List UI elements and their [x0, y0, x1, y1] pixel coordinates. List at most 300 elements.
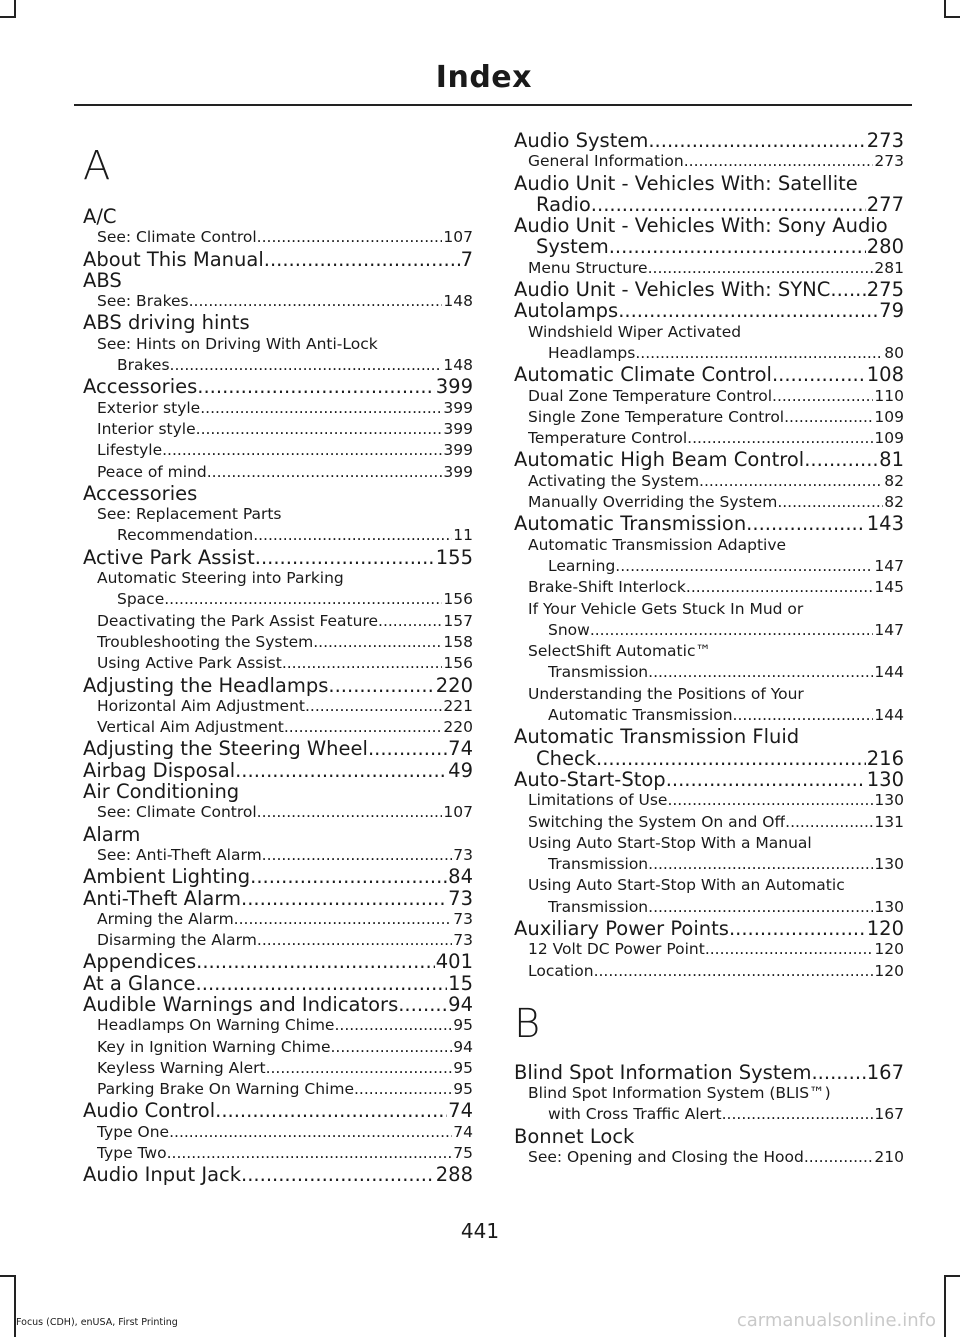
- index-page-ref[interactable]: 399: [435, 375, 473, 399]
- leader-dots: [235, 760, 447, 781]
- index-subentry[interactable]: [514, 1104, 904, 1125]
- index-entry-label: Type One: [97, 1122, 170, 1141]
- index-entry[interactable]: [514, 449, 904, 470]
- index-entry-label: Keyless Warning Alert: [97, 1058, 266, 1077]
- index-subentry: Using Auto Start-Stop With an Automatic: [528, 876, 845, 895]
- index-page-ref[interactable]: 120: [866, 916, 904, 940]
- index-subentry[interactable]: [514, 407, 904, 428]
- index-entry[interactable]: [83, 249, 473, 270]
- leader-dots: [257, 802, 443, 823]
- index-entry[interactable]: [83, 547, 473, 568]
- index-subentry: SelectShift Automatic™: [528, 642, 711, 661]
- index-page-ref[interactable]: 273: [874, 152, 904, 171]
- index-page-ref[interactable]: 74: [448, 737, 473, 761]
- index-page-ref[interactable]: 73: [448, 886, 473, 910]
- leader-dots: [648, 662, 873, 683]
- leader-dots: [666, 769, 866, 790]
- index-entry-label: Automatic Transmission: [548, 706, 733, 725]
- index-subentry[interactable]: [514, 897, 904, 918]
- edition-note: Focus (CDH), enUSA, First Printing: [16, 1317, 178, 1328]
- leader-dots: [686, 577, 874, 598]
- index-subentry[interactable]: [83, 696, 473, 717]
- index-heading: ABS driving hints: [83, 311, 250, 335]
- leader-dots: [705, 939, 874, 960]
- index-subentry[interactable]: [83, 653, 473, 674]
- leader-dots: [264, 249, 460, 270]
- index-subentry: Automatic Steering into Parking: [97, 569, 344, 588]
- index-entry-label: Type Two: [97, 1144, 167, 1163]
- index-subentry: Blind Spot Information System (BLIS™): [528, 1084, 831, 1103]
- index-column-left: [83, 130, 473, 1186]
- leader-dots: [772, 364, 866, 385]
- index-entry-label: Recommendation: [117, 526, 254, 545]
- index-entry-label: Arming the Alarm: [97, 909, 234, 928]
- leader-dots: [635, 343, 883, 364]
- index-subentry[interactable]: [83, 227, 473, 248]
- index-heading: Automatic Transmission Fluid: [514, 725, 800, 749]
- index-entry[interactable]: [514, 918, 904, 939]
- index-subentry[interactable]: [83, 291, 473, 312]
- index-entry-label: See: Brakes: [97, 292, 189, 311]
- index-entry-label: Location: [528, 961, 594, 980]
- leader-dots: [234, 909, 453, 930]
- index-page-ref[interactable]: 277: [866, 192, 904, 216]
- index-subentry[interactable]: [514, 812, 904, 833]
- index-subentry[interactable]: [514, 705, 904, 726]
- leader-dots: [328, 675, 434, 696]
- index-page-ref[interactable]: 75: [453, 1144, 473, 1163]
- index-page-ref[interactable]: 95: [453, 1016, 473, 1035]
- index-subentry[interactable]: [83, 525, 473, 546]
- leader-dots: [200, 398, 442, 419]
- index-entry-label: 12 Volt DC Power Point: [528, 940, 705, 959]
- index-entry[interactable]: [83, 675, 473, 696]
- index-page-ref[interactable]: 156: [443, 590, 473, 609]
- index-subentry[interactable]: [83, 802, 473, 823]
- index-page-ref[interactable]: 81: [879, 448, 904, 472]
- index-entry-label: Accessories: [83, 376, 198, 398]
- leader-dots: [699, 471, 883, 492]
- index-entry-label: Troubleshooting the System: [97, 632, 314, 651]
- index-page-ref[interactable]: 84: [448, 865, 473, 889]
- leader-dots: [618, 300, 878, 321]
- index-entry-label: Audible Warnings and Indicators: [83, 993, 399, 1016]
- leader-dots: [241, 888, 447, 909]
- leader-dots: [282, 653, 443, 674]
- index-subentry[interactable]: [83, 589, 473, 610]
- index-page-ref[interactable]: 147: [874, 620, 904, 639]
- index-page-ref[interactable]: 80: [884, 343, 904, 362]
- page-title: Index: [435, 60, 532, 95]
- index-subentry[interactable]: [514, 961, 904, 982]
- leader-dots: [729, 918, 866, 939]
- leader-dots: [615, 556, 873, 577]
- leader-dots: [250, 866, 447, 887]
- index-entry-label: Peace of mind: [97, 462, 207, 481]
- leader-dots: [648, 258, 874, 279]
- index-subentry[interactable]: [83, 930, 473, 951]
- index-subentry[interactable]: [83, 419, 473, 440]
- index-heading: Alarm: [83, 822, 141, 846]
- index-entry-label: Activating the System: [528, 471, 700, 490]
- index-page-ref[interactable]: 156: [443, 654, 473, 673]
- index-page-ref[interactable]: 280: [866, 235, 904, 259]
- leader-dots: [196, 973, 448, 994]
- index-subentry: See: Replacement Parts: [97, 505, 282, 524]
- index-entry-label: System: [536, 236, 609, 258]
- index-entry-label: Audio Unit - Vehicles With: SYNC: [514, 279, 831, 301]
- index-page-ref[interactable]: 130: [874, 855, 904, 874]
- header-divider: [74, 104, 912, 106]
- index-entry-label: Horizontal Aim Adjustment: [97, 696, 305, 715]
- crop-mark: [0, 16, 16, 18]
- index-page-ref[interactable]: 147: [874, 556, 904, 575]
- index-page-ref[interactable]: 210: [874, 1148, 904, 1167]
- index-subentry: Using Auto Start-Stop With a Manual: [528, 833, 812, 852]
- leader-dots: [398, 994, 447, 1015]
- index-subentry[interactable]: [514, 386, 904, 407]
- index-entry[interactable]: [514, 748, 904, 769]
- index-subentry[interactable]: [83, 462, 473, 483]
- leader-dots: [215, 1100, 447, 1121]
- index-entry-label: Audio Control: [83, 1100, 216, 1122]
- index-page-ref[interactable]: 130: [866, 767, 904, 791]
- index-entry-label: About This Manual: [83, 248, 264, 270]
- index-page-ref[interactable]: 399: [443, 462, 473, 481]
- index-page-ref[interactable]: 144: [874, 706, 904, 725]
- index-page-ref[interactable]: 107: [443, 803, 473, 822]
- leader-dots: [241, 1164, 435, 1185]
- index-entry[interactable]: [514, 236, 904, 257]
- index-page-ref[interactable]: 167: [874, 1105, 904, 1124]
- leader-dots: [667, 790, 873, 811]
- index-page-ref[interactable]: 94: [453, 1037, 473, 1056]
- leader-dots: [777, 492, 883, 513]
- index-page-ref[interactable]: 11: [453, 526, 473, 545]
- index-page-ref[interactable]: 399: [443, 419, 473, 438]
- index-subentry[interactable]: [514, 854, 904, 875]
- leader-dots: [811, 1062, 865, 1083]
- index-page-ref[interactable]: 216: [866, 746, 904, 770]
- leader-dots: [257, 930, 452, 951]
- index-entry-label: Learning: [548, 556, 616, 575]
- index-page-ref[interactable]: 145: [874, 578, 904, 597]
- index-page-ref[interactable]: 148: [443, 292, 473, 311]
- index-page-ref[interactable]: 143: [866, 512, 904, 536]
- index-page-ref[interactable]: 144: [874, 663, 904, 682]
- leader-dots: [313, 632, 442, 653]
- index-page-ref[interactable]: 130: [874, 897, 904, 916]
- index-heading: Bonnet Lock: [514, 1124, 635, 1148]
- index-entry-label: At a Glance: [83, 972, 196, 994]
- index-subentry: Automatic Transmission Adaptive: [528, 535, 787, 554]
- index-subentry[interactable]: [514, 577, 904, 598]
- index-subentry[interactable]: [83, 611, 473, 632]
- index-subentry[interactable]: [83, 717, 473, 738]
- index-subentry[interactable]: [83, 632, 473, 653]
- index-page-ref[interactable]: 94: [448, 992, 473, 1016]
- index-page-ref[interactable]: 74: [453, 1122, 473, 1141]
- index-entry-label: Menu Structure: [528, 258, 648, 277]
- leader-dots: [722, 1104, 874, 1125]
- leader-dots: [746, 513, 866, 534]
- index-page-ref[interactable]: 110: [874, 386, 904, 405]
- index-subentry[interactable]: [83, 1079, 473, 1100]
- index-page-ref[interactable]: 148: [443, 356, 473, 375]
- index-page-ref[interactable]: 155: [435, 545, 473, 569]
- index-page-ref[interactable]: 95: [453, 1058, 473, 1077]
- index-entry[interactable]: [514, 279, 904, 300]
- index-page-ref[interactable]: 108: [866, 363, 904, 387]
- index-entry-label: Single Zone Temperature Control: [528, 407, 785, 426]
- index-heading: A/C: [83, 205, 117, 228]
- leader-dots: [594, 961, 874, 982]
- index-subentry[interactable]: [83, 440, 473, 461]
- leader-dots: [257, 227, 443, 248]
- index-page-ref[interactable]: 73: [453, 845, 473, 864]
- index-entry-label: See: Anti-Theft Alarm: [97, 845, 262, 864]
- index-entry[interactable]: [83, 888, 473, 909]
- index-subentry: If Your Vehicle Gets Stuck In Mud or: [528, 599, 804, 618]
- index-entry-label: Exterior style: [97, 398, 201, 417]
- index-page-ref[interactable]: 131: [874, 812, 904, 831]
- index-page-ref[interactable]: 220: [435, 673, 473, 697]
- index-entry-label: Auto-Start-Stop: [514, 768, 666, 791]
- index-page-ref[interactable]: 95: [453, 1080, 473, 1099]
- leader-dots: [590, 620, 874, 641]
- leader-dots: [189, 291, 443, 312]
- index-entry-label: Headlamps: [548, 343, 636, 362]
- index-subentry[interactable]: [83, 355, 473, 376]
- index-entry-label: Blind Spot Information System: [514, 1061, 812, 1084]
- leader-dots: [253, 525, 452, 546]
- index-entry[interactable]: [83, 973, 473, 994]
- index-page-ref[interactable]: 49: [448, 758, 473, 782]
- leader-dots: [284, 717, 443, 738]
- index-subentry: See: Hints on Driving With Anti-Lock: [97, 334, 378, 353]
- index-page-ref[interactable]: 167: [866, 1060, 904, 1084]
- index-subentry[interactable]: [514, 620, 904, 641]
- leader-dots: [334, 1015, 452, 1036]
- index-heading: Accessories: [83, 481, 198, 505]
- index-entry-label: Lifestyle: [97, 441, 163, 460]
- index-entry-label: Radio: [536, 193, 591, 216]
- index-page-ref[interactable]: 281: [874, 258, 904, 277]
- index-entry[interactable]: [514, 130, 904, 151]
- index-page-ref[interactable]: 401: [435, 950, 473, 974]
- index-subentry[interactable]: [83, 1143, 473, 1164]
- leader-dots: [378, 611, 442, 632]
- index-entry-label: Active Park Assist: [83, 546, 255, 569]
- index-entry-label: Switching the System On and Off: [528, 812, 786, 831]
- index-entry[interactable]: [83, 376, 473, 397]
- index-entry[interactable]: [83, 994, 473, 1015]
- index-entry-label: Transmission: [548, 897, 649, 916]
- index-entry-label: Audio System: [514, 130, 649, 152]
- crop-mark: [944, 1275, 960, 1277]
- index-entry-label: See: Climate Control: [97, 228, 257, 247]
- index-subentry[interactable]: [83, 845, 473, 866]
- index-page-ref[interactable]: 109: [874, 407, 904, 426]
- leader-dots: [354, 1079, 452, 1100]
- index-subentry[interactable]: [514, 662, 904, 683]
- index-page-ref[interactable]: 157: [443, 611, 473, 630]
- leader-dots: [591, 194, 866, 215]
- index-entry-label: Airbag Disposal: [83, 759, 236, 782]
- index-entry-label: General Information: [528, 152, 684, 171]
- index-subentry[interactable]: [514, 939, 904, 960]
- leader-dots: [266, 1058, 453, 1079]
- index-page-ref[interactable]: 399: [443, 441, 473, 460]
- leader-dots: [609, 236, 866, 257]
- index-subentry[interactable]: [83, 909, 473, 930]
- leader-dots: [196, 951, 435, 972]
- leader-dots: [733, 705, 874, 726]
- leader-dots: [596, 748, 866, 769]
- index-entry[interactable]: [83, 1100, 473, 1121]
- index-entry-label: Audio Input Jack: [83, 1164, 242, 1186]
- index-entry-label: Parking Brake On Warning Chime: [97, 1080, 354, 1099]
- index-page-ref[interactable]: 130: [874, 791, 904, 810]
- index-entry[interactable]: [83, 951, 473, 972]
- index-entry-label: Key in Ignition Warning Chime: [97, 1037, 331, 1056]
- index-entry[interactable]: [83, 1164, 473, 1185]
- index-subentry[interactable]: [514, 556, 904, 577]
- index-entry[interactable]: [514, 194, 904, 215]
- index-subentry[interactable]: [83, 1122, 473, 1143]
- index-subentry[interactable]: [514, 343, 904, 364]
- index-page-ref[interactable]: 275: [866, 278, 904, 302]
- index-entry-label: Adjusting the Headlamps: [83, 674, 329, 696]
- leader-dots: [162, 440, 442, 461]
- index-entry[interactable]: [83, 760, 473, 781]
- index-entry-label: Ambient Lighting: [83, 866, 251, 888]
- index-page-ref[interactable]: 399: [443, 398, 473, 417]
- index-page-ref[interactable]: 288: [435, 1163, 473, 1187]
- leader-dots: [197, 376, 434, 397]
- index-subentry[interactable]: [83, 1037, 473, 1058]
- index-subentry[interactable]: [514, 471, 904, 492]
- leader-dots: [804, 1147, 874, 1168]
- index-entry-label: Check: [536, 747, 596, 769]
- index-section-letter: A: [83, 143, 111, 189]
- index-page-ref[interactable]: 120: [874, 961, 904, 980]
- index-page-ref[interactable]: 74: [448, 1099, 473, 1123]
- index-entry-label: Snow: [548, 620, 590, 639]
- index-entry-label: Automatic Transmission: [514, 513, 747, 535]
- index-heading: ABS: [83, 268, 122, 292]
- index-entry[interactable]: [83, 738, 473, 759]
- index-section-letter: B: [514, 1000, 541, 1047]
- index-entry[interactable]: [514, 300, 904, 321]
- index-entry-label: Disarming the Alarm: [97, 931, 257, 950]
- index-page-ref[interactable]: 221: [443, 696, 473, 715]
- index-entry[interactable]: [83, 866, 473, 887]
- index-subentry[interactable]: [83, 1058, 473, 1079]
- index-entry-label: Transmission: [548, 663, 649, 682]
- index-page-ref[interactable]: 273: [866, 129, 904, 152]
- crop-mark: [944, 16, 960, 18]
- index-page-ref[interactable]: 107: [443, 228, 473, 247]
- leader-dots: [207, 462, 443, 483]
- index-subentry[interactable]: [514, 492, 904, 513]
- index-entry-label: Anti-Theft Alarm: [83, 887, 242, 909]
- index-subentry[interactable]: [514, 428, 904, 449]
- index-entry-label: Space: [117, 590, 165, 609]
- crop-mark: [0, 1275, 16, 1277]
- watermark: carmanualsonline.info: [736, 1310, 936, 1331]
- leader-dots: [170, 355, 443, 376]
- index-subentry[interactable]: [83, 1015, 473, 1036]
- index-entry-label: Using Active Park Assist: [97, 654, 282, 673]
- leader-dots: [196, 419, 443, 440]
- leader-dots: [648, 897, 873, 918]
- index-subentry[interactable]: [514, 258, 904, 279]
- index-page-ref[interactable]: 79: [879, 299, 904, 323]
- leader-dots: [648, 854, 873, 875]
- leader-dots: [169, 1122, 452, 1143]
- index-entry-label: Brake-Shift Interlock: [528, 578, 686, 597]
- index-page-ref[interactable]: 15: [448, 971, 473, 995]
- index-subentry[interactable]: [514, 790, 904, 811]
- index-entry[interactable]: [514, 513, 904, 534]
- index-page-ref[interactable]: 73: [453, 909, 473, 928]
- index-heading: Audio Unit - Vehicles With: Satellite: [514, 171, 858, 195]
- index-entry[interactable]: [514, 1062, 904, 1083]
- index-heading: Audio Unit - Vehicles With: Sony Audio: [514, 214, 888, 238]
- index-page-ref[interactable]: 82: [884, 471, 904, 490]
- index-page-ref[interactable]: 158: [443, 632, 473, 651]
- leader-dots: [648, 130, 865, 151]
- index-entry-label: Deactivating the Park Assist Feature: [97, 611, 379, 630]
- leader-dots: [772, 386, 873, 407]
- index-page-ref[interactable]: 73: [453, 931, 473, 950]
- index-entry-label: Temperature Control: [528, 429, 688, 448]
- index-subentry[interactable]: [83, 398, 473, 419]
- leader-dots: [167, 1143, 453, 1164]
- leader-dots: [330, 1037, 452, 1058]
- index-entry-label: Automatic Climate Control: [514, 364, 772, 386]
- index-entry-label: Brakes: [117, 356, 170, 375]
- index-page-ref[interactable]: 120: [874, 940, 904, 959]
- index-page-ref[interactable]: 7: [460, 247, 473, 271]
- leader-dots: [784, 407, 873, 428]
- index-page-ref[interactable]: 220: [443, 718, 473, 737]
- index-entry-label: Appendices: [83, 951, 197, 973]
- leader-dots: [684, 151, 874, 172]
- index-entry-label: Transmission: [548, 855, 649, 874]
- index-entry-label: Automatic High Beam Control: [514, 449, 805, 471]
- index-entry-label: Auxiliary Power Points: [514, 917, 729, 940]
- leader-dots: [687, 428, 873, 449]
- index-page-ref[interactable]: 82: [884, 493, 904, 512]
- page-number: 441: [460, 1219, 500, 1243]
- index-subentry[interactable]: [514, 1147, 904, 1168]
- leader-dots: [164, 589, 442, 610]
- index-entry[interactable]: [514, 364, 904, 385]
- index-entry-label: Dual Zone Temperature Control: [528, 386, 773, 405]
- index-entry-label: Interior style: [97, 419, 196, 438]
- index-entry-label: with Cross Traffic Alert: [548, 1105, 722, 1124]
- index-page-ref[interactable]: 109: [874, 429, 904, 448]
- index-entry-label: See: Climate Control: [97, 803, 257, 822]
- leader-dots: [305, 696, 442, 717]
- index-subentry[interactable]: [514, 151, 904, 172]
- index-entry[interactable]: [514, 769, 904, 790]
- index-entry-label: Headlamps On Warning Chime: [97, 1016, 335, 1035]
- index-entry-label: See: Opening and Closing the Hood: [528, 1148, 804, 1167]
- index-heading: Air Conditioning: [83, 780, 240, 804]
